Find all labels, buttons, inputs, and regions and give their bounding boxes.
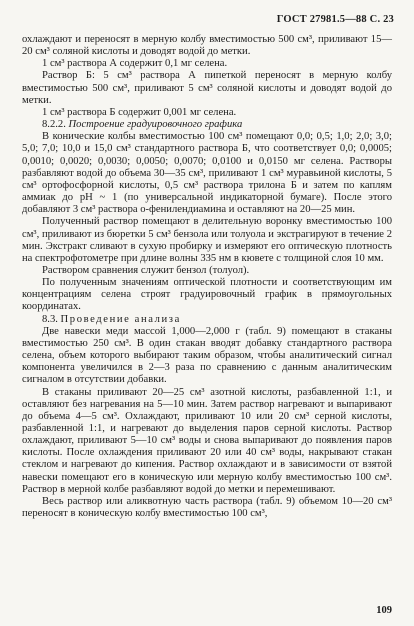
section-number: 8.2.2.: [42, 119, 66, 131]
paragraph: охлаждают и переносят в мерную колбу вместимостью 500 см³, приливают 15—20 см³ соляной кислоты и доводят водой до метки.: [22, 34, 392, 58]
paragraph: 1 см³ раствора Б содержит 0,001 мг селена.: [42, 106, 237, 118]
paragraph: В стаканы приливают 20—25 см³ азотной кислоты, разбавленной 1:1, и оставляют без нагревания на 5—10 мин. Затем раствор нагревают и выпаривают до объема 4—5 см³. Охлаждают, приливают 10 или 20 см³ серной кислоты, разбавленной 1:1, и нагревают до выделения паров серной кислоты. Раствор охлаждают, приливают 5—10 см³ воды и снова выпаривают до появления паров кислоты. После охлаждения приливают 20 или 40 см³ воды, накрывают стакан стеклом и нагревают до кипения. Раствор охлаждают и в зависимости от взятой навески помещают его в коническую или мерную колбу вместимостью 100 см³. Раствор в мерной колбе разбавляют водой до метки и перемешивают.: [22, 386, 392, 495]
paragraph: Раствор Б: 5 см³ раствора А пипеткой переносят в мерную колбу вместимостью 500 см³, приливают 5 см³ соляной кислоты и доводят водой до метки.: [22, 70, 392, 106]
paragraph: Раствором сравнения служит бензол (толуол).: [42, 264, 250, 276]
section-title: Построение градуировочного графика: [68, 119, 243, 131]
page-header: ГОСТ 27981.5—88 С. 23: [276, 14, 394, 25]
section-number: 8.3.: [42, 313, 58, 325]
section-heading-83: [22, 314, 392, 326]
paragraph: Весь раствор или аликвотную часть раствора (табл. 9) объемом 10—20 см³ переносят в коническую колбу вместимостью 100 см³,: [22, 495, 392, 520]
page-number: 109: [376, 605, 392, 616]
section-heading-822: [22, 119, 392, 131]
body-text: [22, 34, 392, 520]
paragraph: В конические колбы вместимостью 100 см³ помещают 0,0; 0,5; 1,0; 2,0; 3,0; 5,0; 7,0; 10,0 и 15,0 см³ стандартного раствора Б, что соответствует 0,0; 0,0005; 0,0010; 0,0020; 0,0030; 0,0050; 0,0070; 0,0100 и 0,0150 мг селена. Растворы разбавляют водой до объема 30—35 см³, приливают 1 см³ муравьиной кислоты, 5 см³ ортофосфорной кислоты, 0,5 см³ раствора трилона Б и затем по каплям аммиак до pH ~ 1 (по универсальной индикаторной бумаге). После этого добавляют 3 см³ раствора о-фенилендиамина и оставляют на 20—25 мин.: [22, 131, 392, 216]
paragraph: 1 см³ раствора А содержит 0,1 мг селена.: [42, 58, 228, 70]
paragraph: Две навески меди массой 1,000—2,000 г (табл. 9) помещают в стаканы вместимостью 250 см³. В один стакан вводят добавку стандартного раствора селена, объем которого выбирают таким образом, чтобы аналитический сигнал компонента увеличился в 2—3 раза по сравнению с данным аналитическим сигналом в отсутствии добавки.: [22, 325, 392, 386]
section-title: Проведение анализа: [60, 313, 181, 325]
paragraph: По полученным значениям оптической плотности и соответствующим им концентрациям селена строят градуировочный график в прямоугольных координатах.: [22, 277, 392, 313]
paragraph: Полученный раствор помещают в делительную воронку вместимостью 100 см³, приливают из бюретки 5 см³ бензола или толуола и экстрагируют в течение 2 мин. Экстракт сливают в сухую пробирку и измеряют его оптическую плотность на спектрофотометре при длине волны 335 нм в кювете с толщиной слоя 10 мм.: [22, 216, 392, 264]
